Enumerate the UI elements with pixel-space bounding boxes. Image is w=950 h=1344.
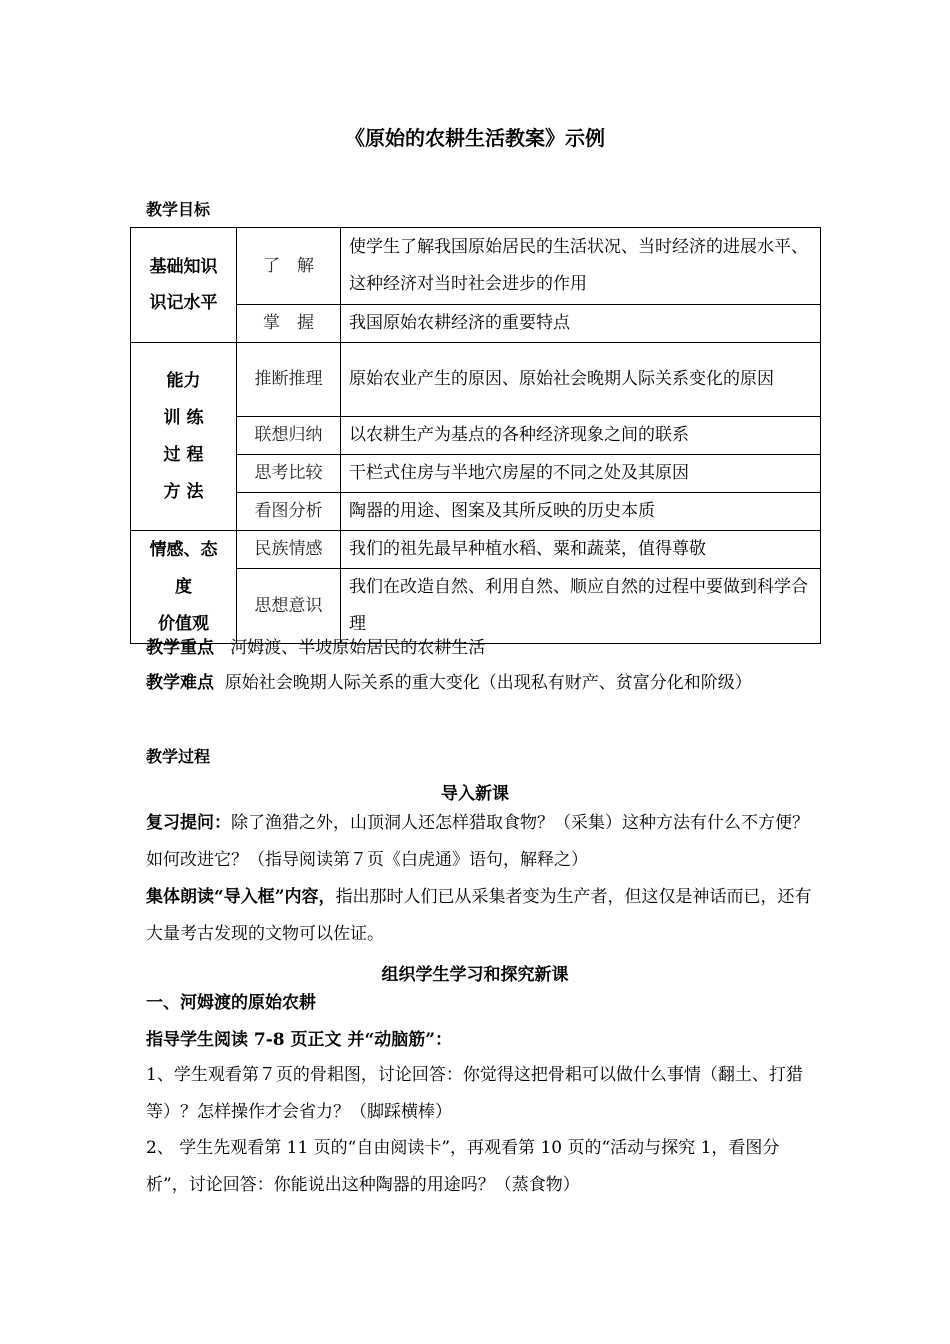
subcategory-cell: 看图分析	[237, 493, 341, 531]
objectives-table	[130, 227, 821, 644]
review-label: 复习提问：	[146, 813, 231, 833]
reading-guide: 指导学生阅读 7-8 页正文 并“动脑筋”：	[146, 1030, 453, 1050]
list-item: 1、学生观看第７页的骨耜图，讨论回答：你觉得这把骨耜可以做什么事情（翻土、打猎等）？怎样操作才会省力？（脚踩横棒）	[146, 1065, 803, 1122]
table-row	[131, 228, 821, 305]
description-cell: 使学生了解我国原始居民的生活状况、当时经济的进展水平、这种经济对当时社会进步的作用	[341, 228, 821, 305]
list-item: 2、 学生先观看第 11 页的“自由阅读卡”，再观看第 10 页的“活动与探究 1，看图分析”，讨论回答：你能说出这种陶器的用途吗？（蒸食物）	[146, 1138, 780, 1195]
difficulty-text: 原始社会晚期人际关系的重大变化（出现私有财产、贫富分化和阶级）	[224, 673, 752, 693]
difficulty-label: 教学难点	[146, 673, 214, 693]
review-text: 除了渔猎之外，山顶洞人还怎样猎取食物？（采集）这种方法有什么不方便？如何改进它？（指导阅读第７页《白虎通》语句，解释之）	[146, 813, 809, 870]
intro-heading: 导入新课	[441, 784, 509, 804]
section-one-heading: 一、河姆渡的原始农耕	[146, 993, 316, 1013]
description-cell: 我们在改造自然、利用自然、顺应自然的过程中要做到科学合理	[341, 569, 821, 644]
description-cell: 我们的祖先最早种植水稻、粟和蔬菜，值得尊敬	[341, 531, 821, 569]
category-knowledge: 基础知识识记水平	[131, 228, 237, 343]
objectives-label: 教学目标	[146, 200, 211, 219]
focus-label: 教学重点	[146, 638, 214, 658]
subcategory-cell: 思考比较	[237, 455, 341, 493]
description-cell: 原始农业产生的原因、原始社会晚期人际关系变化的原因	[341, 343, 821, 417]
description-cell: 我国原始农耕经济的重要特点	[341, 305, 821, 343]
subcategory-cell: 民族情感	[237, 531, 341, 569]
subcategory-cell: 掌 握	[237, 305, 341, 343]
description-cell: 以农耕生产为基点的各种经济现象之间的联系	[341, 417, 821, 455]
reading-paragraph	[146, 879, 812, 953]
description-cell: 干栏式住房与半地穴房屋的不同之处及其原因	[341, 455, 821, 493]
subcategory-cell: 了 解	[237, 228, 341, 305]
focus-text: 河姆渡、半坡原始居民的农耕生活	[230, 638, 486, 658]
subcategory-cell: 思想意识	[237, 569, 341, 644]
table-row	[131, 343, 821, 417]
teaching-focus	[146, 630, 812, 667]
subcategory-cell: 联想归纳	[237, 417, 341, 455]
reading-label: 集体朗读“导入框”内容，	[146, 887, 336, 907]
category-emotion: 情感、态 度 价值观	[131, 531, 237, 644]
teaching-difficulty	[146, 665, 812, 702]
subcategory-cell: 推断推理	[237, 343, 341, 417]
table-row	[131, 531, 821, 569]
category-ability: 能力 训 练 过 程 方 法	[131, 343, 237, 531]
review-paragraph	[146, 805, 812, 879]
description-cell: 陶器的用途、图案及其所反映的历史本质	[341, 493, 821, 531]
process-label: 教学过程	[146, 747, 211, 766]
reading-text: 指出那时人们已从采集者变为生产者，但这仅是神话而已，还有大量考古发现的文物可以佐证。	[146, 887, 812, 944]
new-lesson-heading: 组织学生学习和探究新课	[381, 965, 569, 985]
document-title: 《原始的农耕生活教案》示例	[345, 126, 605, 150]
